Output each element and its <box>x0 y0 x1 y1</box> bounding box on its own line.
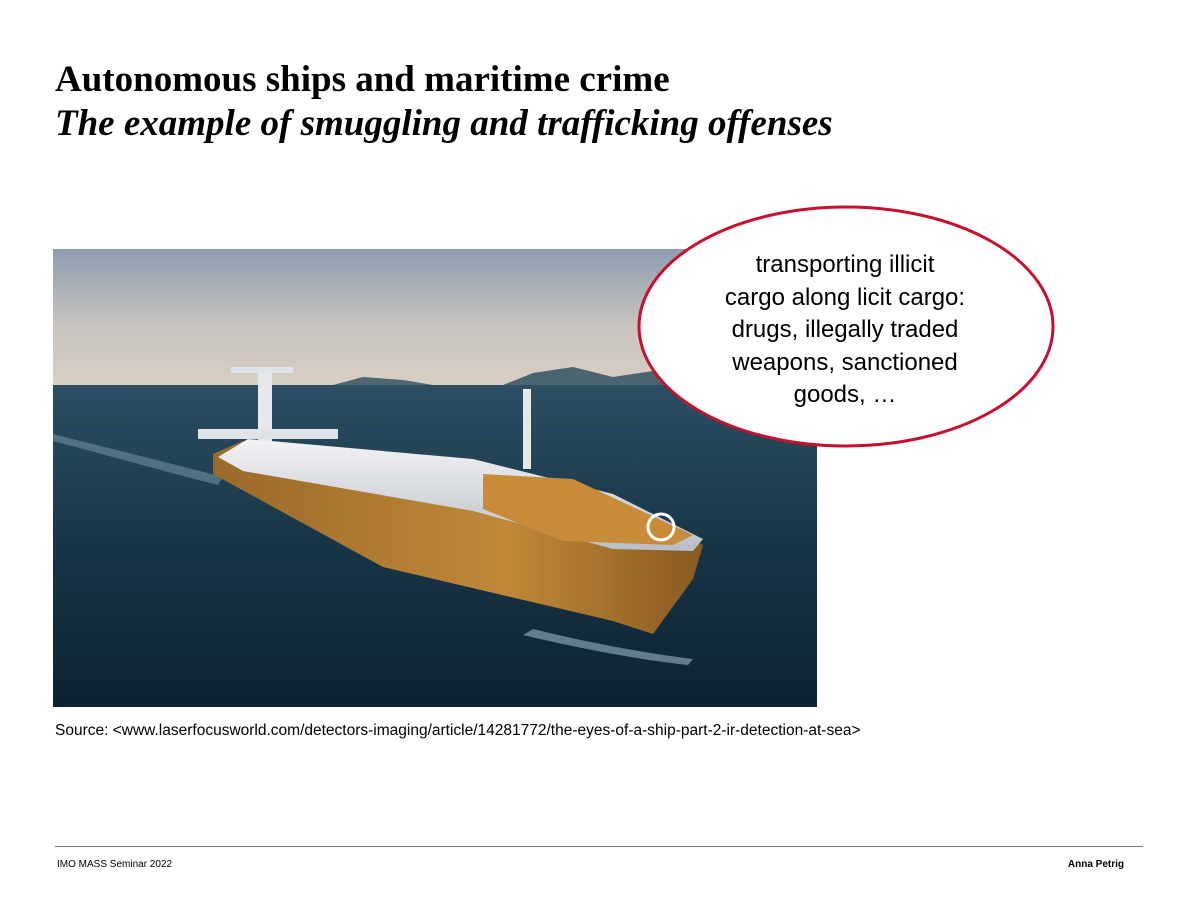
callout-line: drugs, illegally traded <box>731 316 959 343</box>
callout-line: transporting illicit <box>755 251 935 278</box>
image-source: Source: <www.laserfocusworld.com/detectors-imaging/article/14281772/the-eyes-of-a-ship-part-2-ir-detection-at-sea> <box>55 722 861 739</box>
slide-subtitle: The example of smuggling and trafficking offenses <box>55 103 833 144</box>
ship-mast-arm <box>231 367 293 373</box>
callout-text <box>680 249 1010 412</box>
callout-line: weapons, sanctioned <box>732 348 958 376</box>
ship-bridge <box>198 429 338 439</box>
footer-event: IMO MASS Seminar 2022 <box>57 859 173 870</box>
footer-author: Anna Petrig <box>1067 859 1124 870</box>
ship-mast <box>523 389 531 469</box>
callout-line: cargo along licit cargo: <box>724 283 966 311</box>
slide-title: Autonomous ships and maritime crime <box>55 59 670 100</box>
callout-line: goods, … <box>793 381 897 408</box>
footer-divider <box>55 846 1143 847</box>
